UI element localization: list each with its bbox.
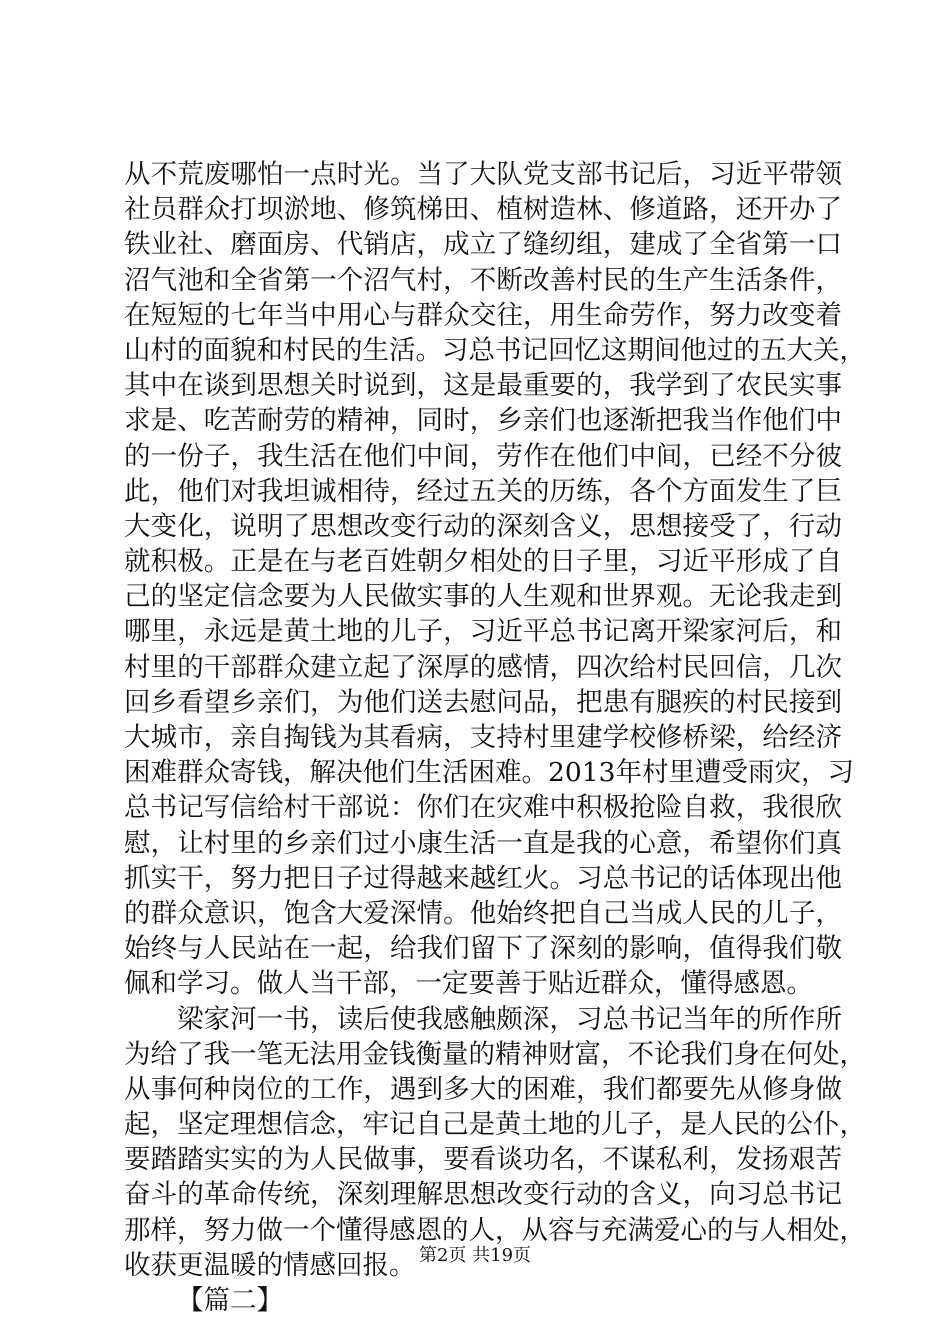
text-line: 抓实干，努力把日子过得越来越红火。习总书记的话体现出他 xyxy=(124,862,842,894)
text-line: 总书记写信给村干部说：你们在灾难中积极抢险自救，我很欣 xyxy=(124,792,842,824)
text-line: 始终与人民站在一起，给我们留下了深刻的影响，值得我们敬 xyxy=(124,933,842,965)
paragraph-1 xyxy=(124,157,866,1002)
text-line: 从不荒废哪怕一点时光。当了大队党支部书记后，习近平带领 xyxy=(124,159,842,190)
text-line: 佩和学习。做人当干部，一定要善于贴近群众，懂得感恩。 xyxy=(124,968,813,1000)
text-line: 山村的面貌和村民的生活。习总书记回忆这期间他过的五大关， xyxy=(124,334,866,366)
text-line: 为给了我一笔无法用金钱衡量的精神财富，不论我们身在何处， xyxy=(124,1038,866,1070)
text-line: 从事何种岗位的工作，遇到多大的困难，我们都要先从修身做 xyxy=(124,1073,842,1105)
text-line: 奋斗的革命传统，深刻理解思想改变行动的含义，向习总书记 xyxy=(124,1179,842,1211)
text-line: 梁家河一书，读后使我感触颇深，习总书记当年的所作所 xyxy=(177,1003,842,1035)
text-line: 村里的干部群众建立起了深厚的感情，四次给村民回信，几次 xyxy=(124,651,842,683)
text-line: 大变化，说明了思想改变行动的深刻含义，思想接受了，行动 xyxy=(124,510,842,542)
page-footer: 第2页 共19页 xyxy=(418,1245,532,1266)
text-line: 此，他们对我坦诚相待，经过五关的历练，各个方面发生了巨 xyxy=(124,475,842,507)
text-line: 在短短的七年当中用心与群众交往，用生命劳作，努力改变着 xyxy=(124,299,842,331)
text-line: 求是、吃苦耐劳的精神，同时，乡亲们也逐渐把我当作他们中 xyxy=(124,405,842,437)
text-line: 的群众意识，饱含大爱深情。他始终把自己当成人民的儿子， xyxy=(124,897,842,929)
text-line: 铁业社、磨面房、代销店，成立了缝纫组，建成了全省第一口 xyxy=(124,229,842,261)
text-line: 起，坚定理想信念，牢记自己是黄土地的儿子，是人民的公仆， xyxy=(124,1109,866,1141)
text-line: 那样，努力做一个懂得感恩的人，从容与充满爱心的与人相处， xyxy=(124,1214,866,1246)
text-line: 社员群众打坝淤地、修筑梯田、植树造林、修道路，还开办了 xyxy=(124,194,842,226)
text-line: 哪里，永远是黄土地的儿子，习近平总书记离开梁家河后，和 xyxy=(124,616,842,648)
text-line: 就积极。正是在与老百姓朝夕相处的日子里，习近平形成了自 xyxy=(124,546,842,578)
text-line: 沼气池和全省第一个沼气村，不断改善村民的生产生活条件， xyxy=(124,264,842,296)
text-line: 其中在谈到思想关时说到，这是最重要的，我学到了农民实事 xyxy=(124,370,842,402)
text-line: 收获更温暖的情感回报。 xyxy=(124,1249,416,1281)
text-line: 己的坚定信念要为人民做实事的人生观和世界观。无论我走到 xyxy=(124,581,842,613)
text-line: 慰，让村里的乡亲们过小康生活一直是我的心意，希望你们真 xyxy=(124,827,842,859)
text-line: 回乡看望乡亲们，为他们送去慰问品，把患有腿疾的村民接到 xyxy=(124,686,842,718)
section-heading: 【篇二】 xyxy=(177,1285,283,1316)
text-line: 的一份子，我生活在他们中间，劳作在他们中间，已经不分彼 xyxy=(124,440,842,472)
text-line: 大城市，亲自掏钱为其看病，支持村里建学校修桥梁，给经济 xyxy=(124,722,842,753)
text-line: 困难群众寄钱，解决他们生活困难。2013年村里遭受雨灾，习 xyxy=(124,757,854,789)
document-body xyxy=(124,157,866,1318)
text-line: 要踏踏实实的为人民做事，要看谈功名，不谋私利，发扬艰苦 xyxy=(124,1144,842,1176)
